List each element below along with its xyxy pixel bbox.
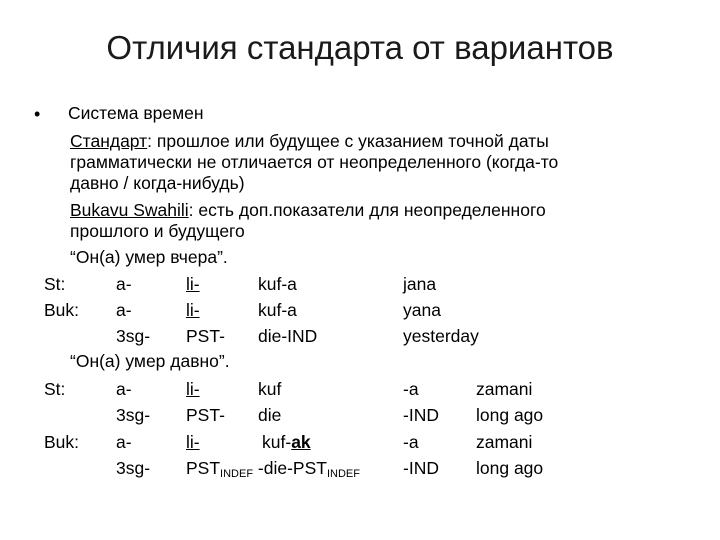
bukavu-term: Bukavu Swahili bbox=[70, 200, 189, 220]
gloss-cell: yana bbox=[403, 300, 441, 320]
gloss-cell: kuf bbox=[258, 379, 282, 399]
gloss-cell: zamani bbox=[476, 432, 533, 452]
gloss-cell: li- bbox=[186, 379, 200, 399]
bullet-icon: • bbox=[34, 104, 41, 124]
bukavu-line-1 bbox=[70, 200, 546, 220]
gloss-cell: zamani bbox=[476, 379, 533, 399]
gloss-cell: kuf-a bbox=[258, 274, 297, 294]
gloss-cell: PST- bbox=[186, 405, 225, 425]
standard-rest: : прошлое или будущее с указанием точной даты bbox=[147, 131, 549, 151]
gloss-cell-part: -die-PST bbox=[253, 458, 327, 478]
gloss-cell: die-IND bbox=[258, 326, 318, 346]
gloss-cell: PST- bbox=[186, 326, 225, 346]
gloss-label: St: bbox=[44, 274, 66, 294]
gloss-cell: a- bbox=[116, 379, 132, 399]
gloss-cell-part: PST bbox=[186, 458, 221, 478]
standard-line-2: грамматически не отличается от неопределенного (когда-то bbox=[70, 152, 559, 172]
gloss-cell: li- bbox=[186, 432, 200, 452]
gloss-cell: jana bbox=[403, 274, 437, 294]
example2-translation: “Он(а) умер давно”. bbox=[70, 351, 230, 371]
bukavu-rest: : есть доп.показатели для неопределенного bbox=[188, 200, 546, 220]
gloss-cell: li- bbox=[186, 300, 200, 320]
gloss-cell: a- bbox=[116, 274, 132, 294]
gloss-cell: -IND bbox=[403, 405, 439, 425]
gloss-cell: die bbox=[258, 405, 282, 425]
gloss-label: Buk: bbox=[44, 300, 80, 320]
gloss-cell bbox=[186, 458, 360, 484]
gloss-cell: a- bbox=[116, 300, 132, 320]
gloss-cell: long ago bbox=[476, 458, 544, 478]
gloss-label: Buk: bbox=[44, 432, 80, 452]
gloss-cell: -IND bbox=[403, 458, 439, 478]
gloss-cell: a- bbox=[116, 432, 132, 452]
standard-line-1 bbox=[70, 131, 549, 151]
gloss-cell: li- bbox=[186, 274, 200, 294]
standard-line-3: давно / когда-нибудь) bbox=[70, 173, 245, 193]
bukavu-line-2: прошлого и будущего bbox=[70, 221, 245, 241]
standard-term: Стандарт bbox=[70, 131, 148, 151]
gloss-cell: -a bbox=[403, 379, 419, 399]
slide-title: Отличия стандарта от вариантов bbox=[106, 29, 614, 66]
gloss-cell bbox=[262, 432, 311, 452]
bullet-text: Система времен bbox=[68, 103, 204, 123]
example1-translation: “Он(а) умер вчера”. bbox=[70, 247, 228, 267]
gloss-cell: 3sg- bbox=[116, 458, 151, 478]
gloss-cell: -a bbox=[403, 432, 419, 452]
gloss-cell-subscript: INDEF bbox=[220, 468, 254, 480]
gloss-cell: 3sg- bbox=[116, 405, 151, 425]
gloss-cell-part: kuf- bbox=[262, 432, 292, 452]
gloss-cell-subscript: INDEF bbox=[326, 468, 360, 480]
gloss-label: St: bbox=[44, 379, 66, 399]
gloss-cell: kuf-a bbox=[258, 300, 297, 320]
gloss-cell: 3sg- bbox=[116, 326, 151, 346]
gloss-cell-part: ak bbox=[291, 432, 311, 452]
gloss-cell: long ago bbox=[476, 405, 544, 425]
gloss-cell: yesterday bbox=[403, 326, 479, 346]
